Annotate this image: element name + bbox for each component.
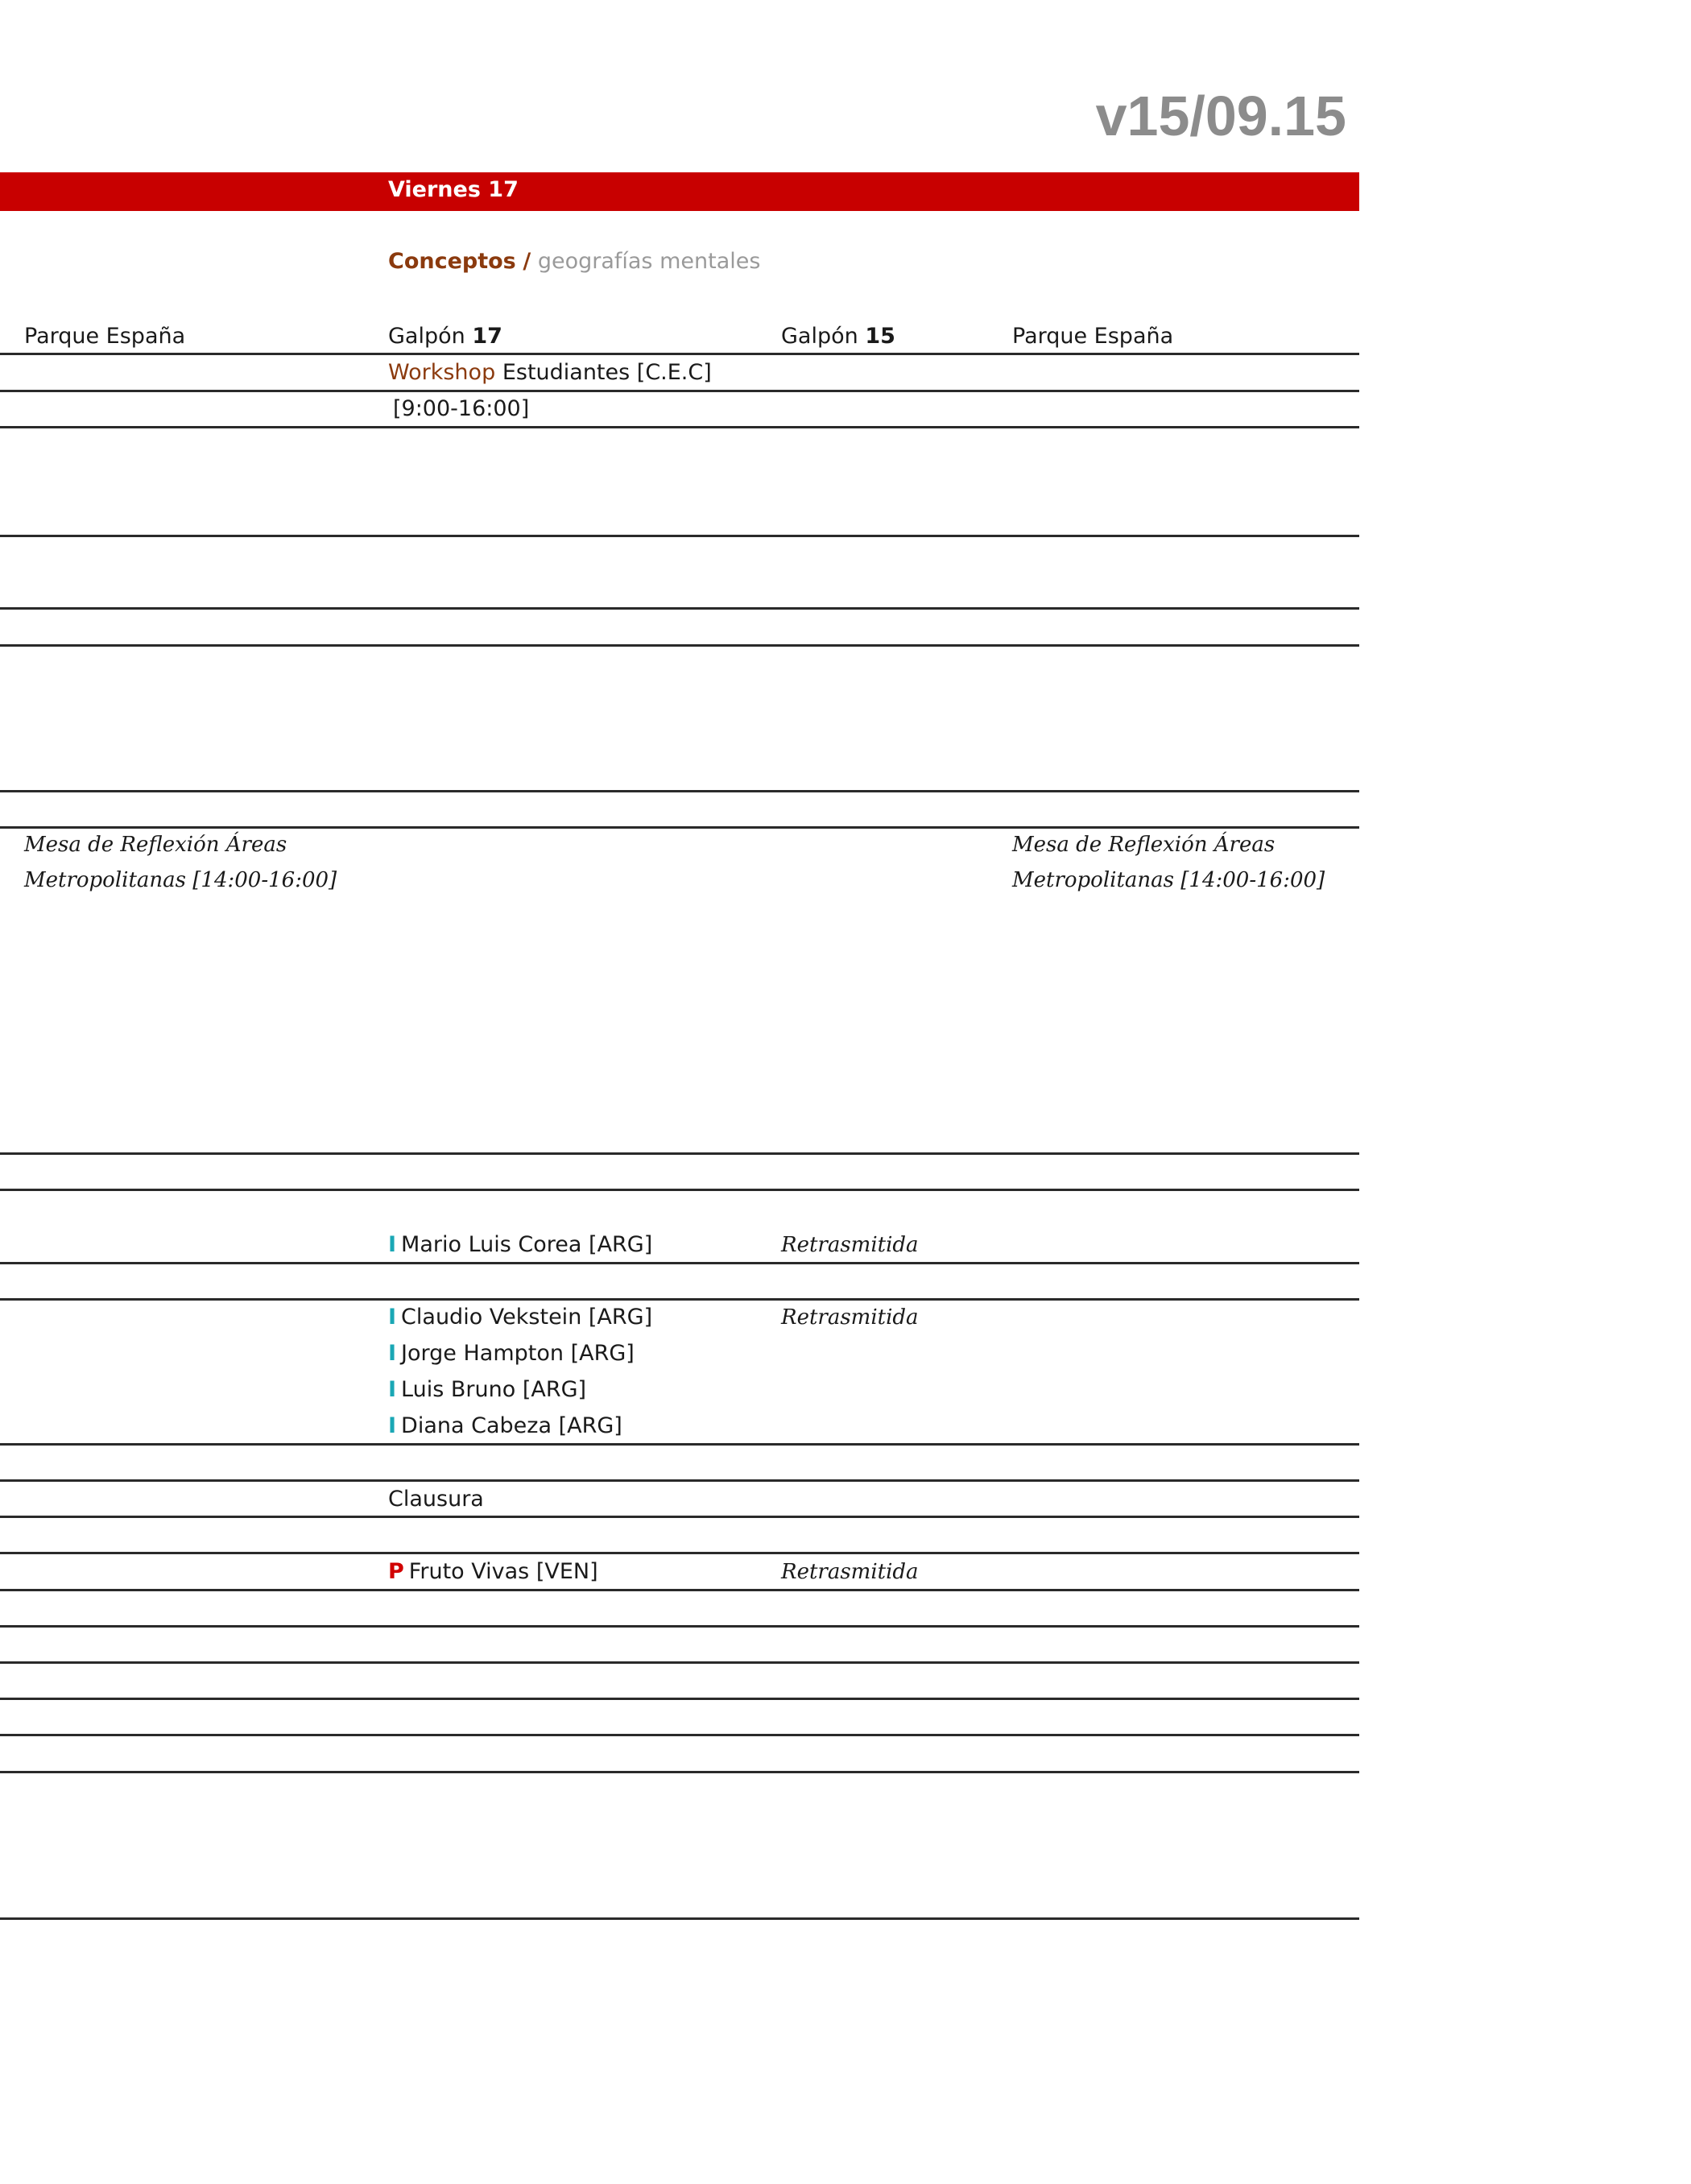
speaker-name: Diana Cabeza [ARG] [401,1413,622,1438]
speaker-marker: I [388,1413,397,1438]
table-rule [0,1589,1359,1591]
speaker-marker: I [388,1377,397,1402]
table-rule [0,1917,1359,1920]
speaker-name: Mario Luis Corea [ARG] [401,1232,653,1257]
table-rule [0,1734,1359,1736]
speaker-name: Claudio Vekstein [ARG] [401,1305,653,1330]
closing-speaker-name: Fruto Vivas [VEN] [408,1559,598,1584]
column-header-parque-espana-right: Parque España [1012,324,1174,349]
mesa-right-line1: Mesa de Reflexión Áreas [1012,833,1275,857]
day-header-bar [0,172,1359,211]
table-rule [0,790,1359,792]
mesa-right-line2: Metropolitanas [14:00-16:00] [1012,868,1325,892]
table-rule [0,644,1359,647]
galpon-17-number: 17 [472,324,502,349]
table-rule [0,1298,1359,1301]
column-header-galpon-17 [388,324,502,349]
table-rule [0,1189,1359,1191]
speaker-marker: I [388,1341,397,1366]
section-subtitle [388,249,760,274]
table-rule [0,1479,1359,1482]
column-header-parque-espana-left: Parque España [24,324,186,349]
mesa-left-line1: Mesa de Reflexión Áreas [24,833,287,857]
table-rule [0,1443,1359,1446]
closing-speaker-entry [388,1559,598,1584]
clausura-label: Clausura [388,1487,484,1512]
galpon-15-prefix: Galpón [781,324,866,349]
subtitle-topic: geografías mentales [537,249,761,274]
table-rule [0,353,1359,355]
galpon-15-number: 15 [865,324,895,349]
table-rule [0,1516,1359,1518]
speaker-entry [388,1305,652,1330]
speaker-entry [388,1413,622,1438]
speaker-entry [388,1341,635,1366]
table-rule [0,1152,1359,1155]
table-rule [0,1262,1359,1264]
table-rule [0,426,1359,428]
workshop-time: [9:00-16:00] [393,396,530,421]
table-rule [0,1625,1359,1628]
speaker-marker: I [388,1232,397,1257]
table-rule [0,1771,1359,1773]
table-rule [0,607,1359,610]
table-rule [0,1552,1359,1554]
version-label: v15/09.15 [1095,85,1346,147]
day-title: Viernes 17 [388,177,519,202]
speaker-name: Jorge Hampton [ARG] [401,1341,635,1366]
table-rule [0,1698,1359,1700]
table-rule [0,1661,1359,1664]
table-rule [0,826,1359,829]
speaker-note: Retrasmitida [781,1305,919,1330]
workshop-label: Workshop [388,360,496,385]
table-rule [0,535,1359,537]
speaker-marker: I [388,1305,397,1330]
workshop-entry [388,360,712,385]
closing-speaker-marker: P [388,1559,404,1584]
column-header-galpon-15 [781,324,895,349]
subtitle-concepts: Conceptos [388,249,516,274]
mesa-left-line2: Metropolitanas [14:00-16:00] [24,868,337,892]
speaker-entry [388,1377,586,1402]
workshop-detail: Estudiantes [C.E.C] [502,360,712,385]
speaker-note: Retrasmitida [781,1233,919,1257]
subtitle-separator: / [523,249,531,274]
speaker-entry [388,1232,652,1257]
galpon-17-prefix: Galpón [388,324,473,349]
speaker-name: Luis Bruno [ARG] [401,1377,587,1402]
table-rule [0,390,1359,392]
closing-speaker-note: Retrasmitida [781,1560,919,1584]
